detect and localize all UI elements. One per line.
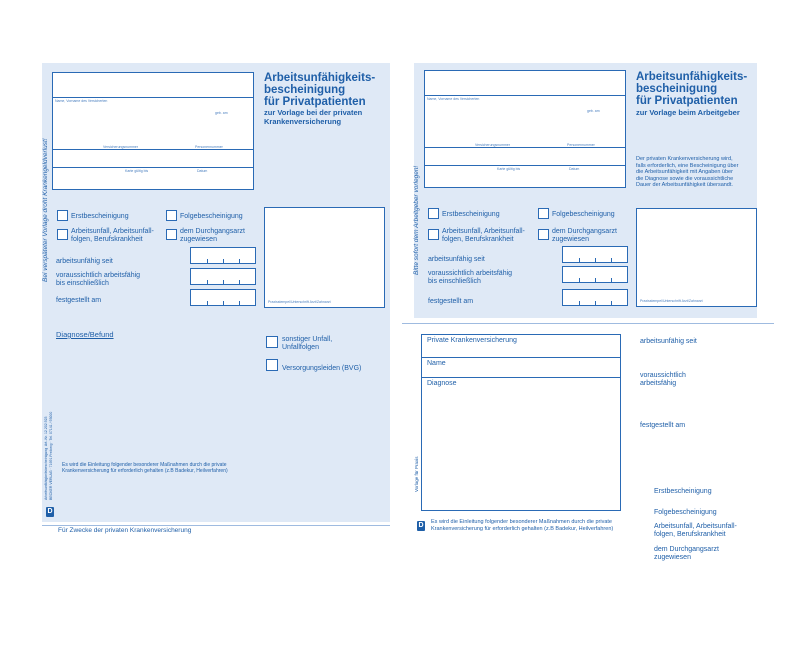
lower-r-folge: Folgebescheinigung bbox=[654, 509, 717, 516]
lower-logo: D bbox=[418, 522, 424, 529]
left-field-geb: geb. am bbox=[215, 111, 228, 115]
right-voraus-field[interactable] bbox=[562, 266, 628, 283]
lower-r-voraus: voraussichtlich arbeitsfähig bbox=[640, 372, 686, 387]
left-unfall-checkbox[interactable] bbox=[57, 229, 68, 240]
lower-side-praxis: Vorlage für Praxis bbox=[414, 456, 419, 492]
left-voraus-field[interactable] bbox=[190, 268, 256, 285]
lower-name-line bbox=[422, 377, 620, 378]
left-erst-label: Erstbescheinigung bbox=[71, 213, 129, 220]
left-sonst-label: sonstiger Unfall, Unfallfolgen bbox=[282, 336, 333, 351]
left-field-karte: Karte gültig bis bbox=[125, 169, 149, 173]
right-durchgang-checkbox[interactable] bbox=[538, 229, 549, 240]
right-unfall-label: Arbeitsunfall, Arbeitsunfall- folgen, Berufskrankheit bbox=[442, 228, 525, 243]
right-separator bbox=[402, 323, 774, 324]
left-erst-checkbox[interactable] bbox=[57, 210, 68, 221]
right-folge-label: Folgebescheinigung bbox=[552, 211, 615, 218]
left-unfall-label: Arbeitsunfall, Arbeitsunfall- folgen, Berufskrankheit bbox=[71, 228, 154, 243]
lower-pkv-line bbox=[422, 357, 620, 358]
right-field-name: Name, Vorname des Versicherten bbox=[427, 97, 480, 101]
left-side-note: Bei verspäteter Vorlage droht Krankengeldverlust! bbox=[42, 138, 49, 282]
right-festgestellt-field[interactable] bbox=[562, 289, 628, 306]
lower-r-festgestellt: festgestellt am bbox=[640, 422, 686, 429]
right-stamp-box[interactable] bbox=[636, 208, 757, 307]
right-voraus-label: voraussichtlich arbeitsfähig bis einschließlich bbox=[428, 270, 513, 285]
right-durchgang-label: dem Durchgangsarzt zugewiesen bbox=[552, 228, 617, 243]
left-massnahmen: Es wird die Einleitung folgender besonderer Maßnahmen durch die private Krankenversicherung für erforderlich gehalten (z.B Badekur, Heilverfahren) bbox=[62, 462, 228, 474]
left-au-seit-field[interactable] bbox=[190, 247, 256, 264]
right-field-datum: Datum bbox=[569, 167, 580, 171]
left-field-personen: Personennummer bbox=[195, 145, 223, 149]
lower-r-durchgang: dem Durchgangsarzt zugewiesen bbox=[654, 546, 719, 561]
lower-diagnose-label: Diagnose bbox=[427, 380, 457, 387]
right-vers-line bbox=[425, 147, 625, 148]
left-title: Arbeitsunfähigkeits- bescheinigung für Privatpatienten bbox=[264, 72, 376, 108]
right-unfall-checkbox[interactable] bbox=[428, 229, 439, 240]
right-karte-line bbox=[425, 165, 625, 166]
left-field-name: Name, Vorname des Versicherten bbox=[55, 99, 108, 103]
left-footer-line bbox=[42, 525, 390, 526]
left-sonst-checkbox[interactable] bbox=[266, 336, 278, 348]
right-side-note: Bitte sofort dem Arbeitgeber vorlegen! bbox=[413, 165, 420, 275]
left-patient-box[interactable] bbox=[52, 72, 254, 190]
lower-r-unfall: Arbeitsunfall, Arbeitsunfall- folgen, Berufskrankheit bbox=[654, 523, 737, 538]
right-festgestellt-label: festgestellt am bbox=[428, 298, 474, 305]
right-erst-label: Erstbescheinigung bbox=[442, 211, 500, 218]
right-erst-checkbox[interactable] bbox=[428, 208, 439, 219]
left-festgestellt-field[interactable] bbox=[190, 289, 256, 306]
left-vers-line bbox=[53, 149, 253, 150]
right-au-seit-field[interactable] bbox=[562, 246, 628, 263]
right-subtitle: zur Vorlage beim Arbeitgeber bbox=[636, 108, 740, 117]
left-logo: D bbox=[47, 508, 53, 515]
left-diagnose-label: Diagnose/Befund bbox=[56, 330, 114, 339]
lower-r-erst: Erstbescheinigung bbox=[654, 488, 712, 495]
left-publisher: Arbeitsunfähigkeitsbescheinigung Art.-Nr. 12.202.923 BECKER VERLAG · 71691 Freiberg · Tel. 07141 / 93000 bbox=[44, 411, 53, 500]
right-field-karte: Karte gültig bis bbox=[497, 167, 521, 171]
left-durchgang-checkbox[interactable] bbox=[166, 229, 177, 240]
lower-massnahmen: Es wird die Einleitung folgender besonderer Maßnahmen durch die private Krankenversicherung für erforderlich gehalten (z.B Badekur, Heilverfahren) bbox=[431, 519, 614, 532]
right-stamp-label: Praxisstempel/Unterschrift Arzt/Zahnarzt bbox=[640, 299, 703, 303]
left-au-seit-label: arbeitsunfähig seit bbox=[56, 258, 113, 265]
right-folge-checkbox[interactable] bbox=[538, 208, 549, 219]
left-field-datum: Datum bbox=[197, 169, 208, 173]
right-title: Arbeitsunfähigkeits- bescheinigung für Privatpatienten bbox=[636, 71, 748, 107]
lower-name-label: Name bbox=[427, 360, 446, 367]
right-info: Der privaten Krankenversicherung wird, falls erforderlich, eine Bescheinigung über die Arbeitsunfähigkeit mit Angaben über die Diagnose sowie die voraussichtliche Dauer der Arbeitsunfähigkeit übersandt. bbox=[636, 156, 739, 188]
left-stamp-label: Praxisstempel/Unterschrift Arzt/Zahnarzt bbox=[268, 300, 331, 304]
left-folge-checkbox[interactable] bbox=[166, 210, 177, 221]
left-folge-label: Folgebescheinigung bbox=[180, 213, 243, 220]
left-footer: Für Zwecke der privaten Krankenversicherung bbox=[58, 527, 192, 534]
left-stamp-box[interactable] bbox=[264, 207, 385, 308]
lower-pkv-label: Private Krankenversicherung bbox=[427, 337, 517, 344]
lower-form-box[interactable] bbox=[421, 334, 621, 511]
right-field-geb: geb. am bbox=[587, 109, 600, 113]
left-versorg-checkbox[interactable] bbox=[266, 359, 278, 371]
right-field-personen: Personennummer bbox=[567, 143, 595, 147]
left-versorg-label: Versorgungsleiden (BVG) bbox=[282, 365, 362, 372]
right-field-vers-nr: Versicherungsnummer bbox=[475, 143, 511, 147]
left-durchgang-label: dem Durchgangsarzt zugewiesen bbox=[180, 228, 245, 243]
left-subtitle: zur Vorlage bei der privaten Krankenversicherung bbox=[264, 108, 363, 126]
left-name-line bbox=[53, 97, 253, 98]
right-name-line bbox=[425, 95, 625, 96]
right-patient-box[interactable] bbox=[424, 70, 626, 188]
left-karte-line bbox=[53, 167, 253, 168]
left-voraus-label: voraussichtlich arbeitsfähig bis einschließlich bbox=[56, 272, 141, 287]
right-au-seit-label: arbeitsunfähig seit bbox=[428, 256, 485, 263]
lower-r-au-seit: arbeitsunfähig seit bbox=[640, 338, 697, 345]
left-field-vers-nr: Versicherungsnummer bbox=[103, 145, 139, 149]
left-festgestellt-label: festgestellt am bbox=[56, 297, 102, 304]
